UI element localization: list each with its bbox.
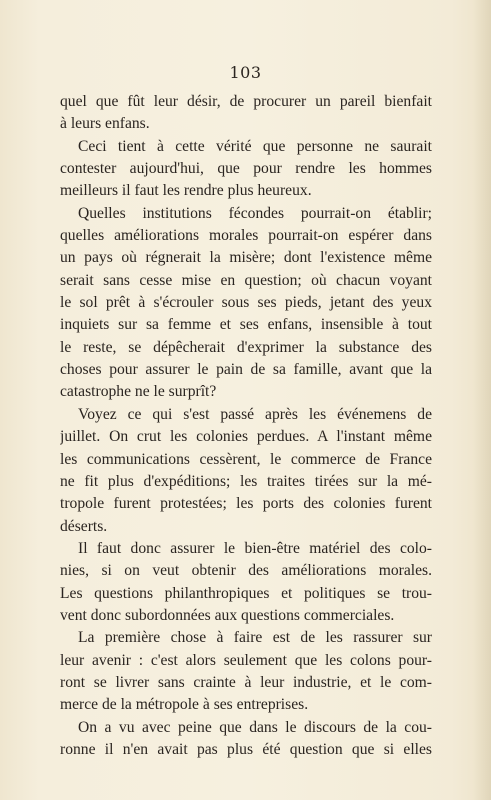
text-line: le sol prêt à s'écrouler sous ses pieds, jetant des yeux [60, 294, 432, 312]
text-line: vent donc subordonnées aux questions commerciales. [60, 606, 395, 624]
text-line: meilleurs il faut les rendre plus heureux. [60, 182, 312, 200]
text-line: ront se livrer sans crainte à leur industrie, et le com- [60, 673, 432, 691]
text-line: catastrophe ne le surprît? [60, 383, 217, 401]
text-line: merce de la métropole à ses entreprises. [60, 696, 309, 714]
text-line: Il faut donc assurer le bien-être matériel des colo- [78, 539, 432, 557]
text-line: Voyez ce qui s'est passé après les événemens de [78, 405, 432, 423]
text-line: déserts. [60, 517, 108, 535]
text-line: juillet. On crut les colonies perdues. A l'instant même [60, 428, 432, 446]
text-line: à leurs enfans. [60, 115, 150, 133]
text-line: quel que fût leur désir, de procurer un pareil bienfait [60, 93, 432, 110]
text-line: ne fit plus d'expéditions; les traites tirées sur la mé- [60, 472, 432, 490]
text-line: leur avenir : c'est alors seulement que les colons pour- [60, 651, 432, 669]
text-line: serait sans cesse mise en question; où chacun voyant [60, 271, 432, 289]
text-line: Les questions philanthropiques et politiques se trou- [60, 584, 432, 602]
text-line: inquiets sur sa femme et ses enfans, insensible à tout [60, 316, 432, 334]
page-number: 103 [229, 63, 262, 82]
text-line: quelles améliorations morales pourrait-on espérer dans [60, 227, 432, 245]
text-line: nies, si on veut obtenir des améliorations morales. [60, 562, 432, 580]
text-line: contester aujourd'hui, que pour rendre les hommes [60, 160, 432, 178]
text-line: Quelles institutions fécondes pourrait-on établir; [78, 204, 432, 222]
text-line: On a vu avec peine que dans le discours de la cou- [78, 718, 432, 736]
body-text [60, 91, 432, 761]
text-line: les communications cessèrent, le commerce de France [60, 450, 432, 468]
text-line: choses pour assurer le pain de sa famille, avant que la [60, 361, 432, 379]
text-line: tropole furent protestées; les ports des colonies furent [60, 495, 432, 513]
text-line: un pays où régnerait la misère; dont l'existence même [60, 249, 432, 267]
text-line: le reste, se dépêcherait d'exprimer la substance des [60, 338, 432, 356]
text-line: ronne il n'en avait pas plus été question que si elles [60, 740, 432, 758]
text-line: Ceci tient à cette vérité que personne ne saurait [78, 137, 432, 155]
text-line: La première chose à faire est de les rassurer sur [78, 629, 432, 647]
